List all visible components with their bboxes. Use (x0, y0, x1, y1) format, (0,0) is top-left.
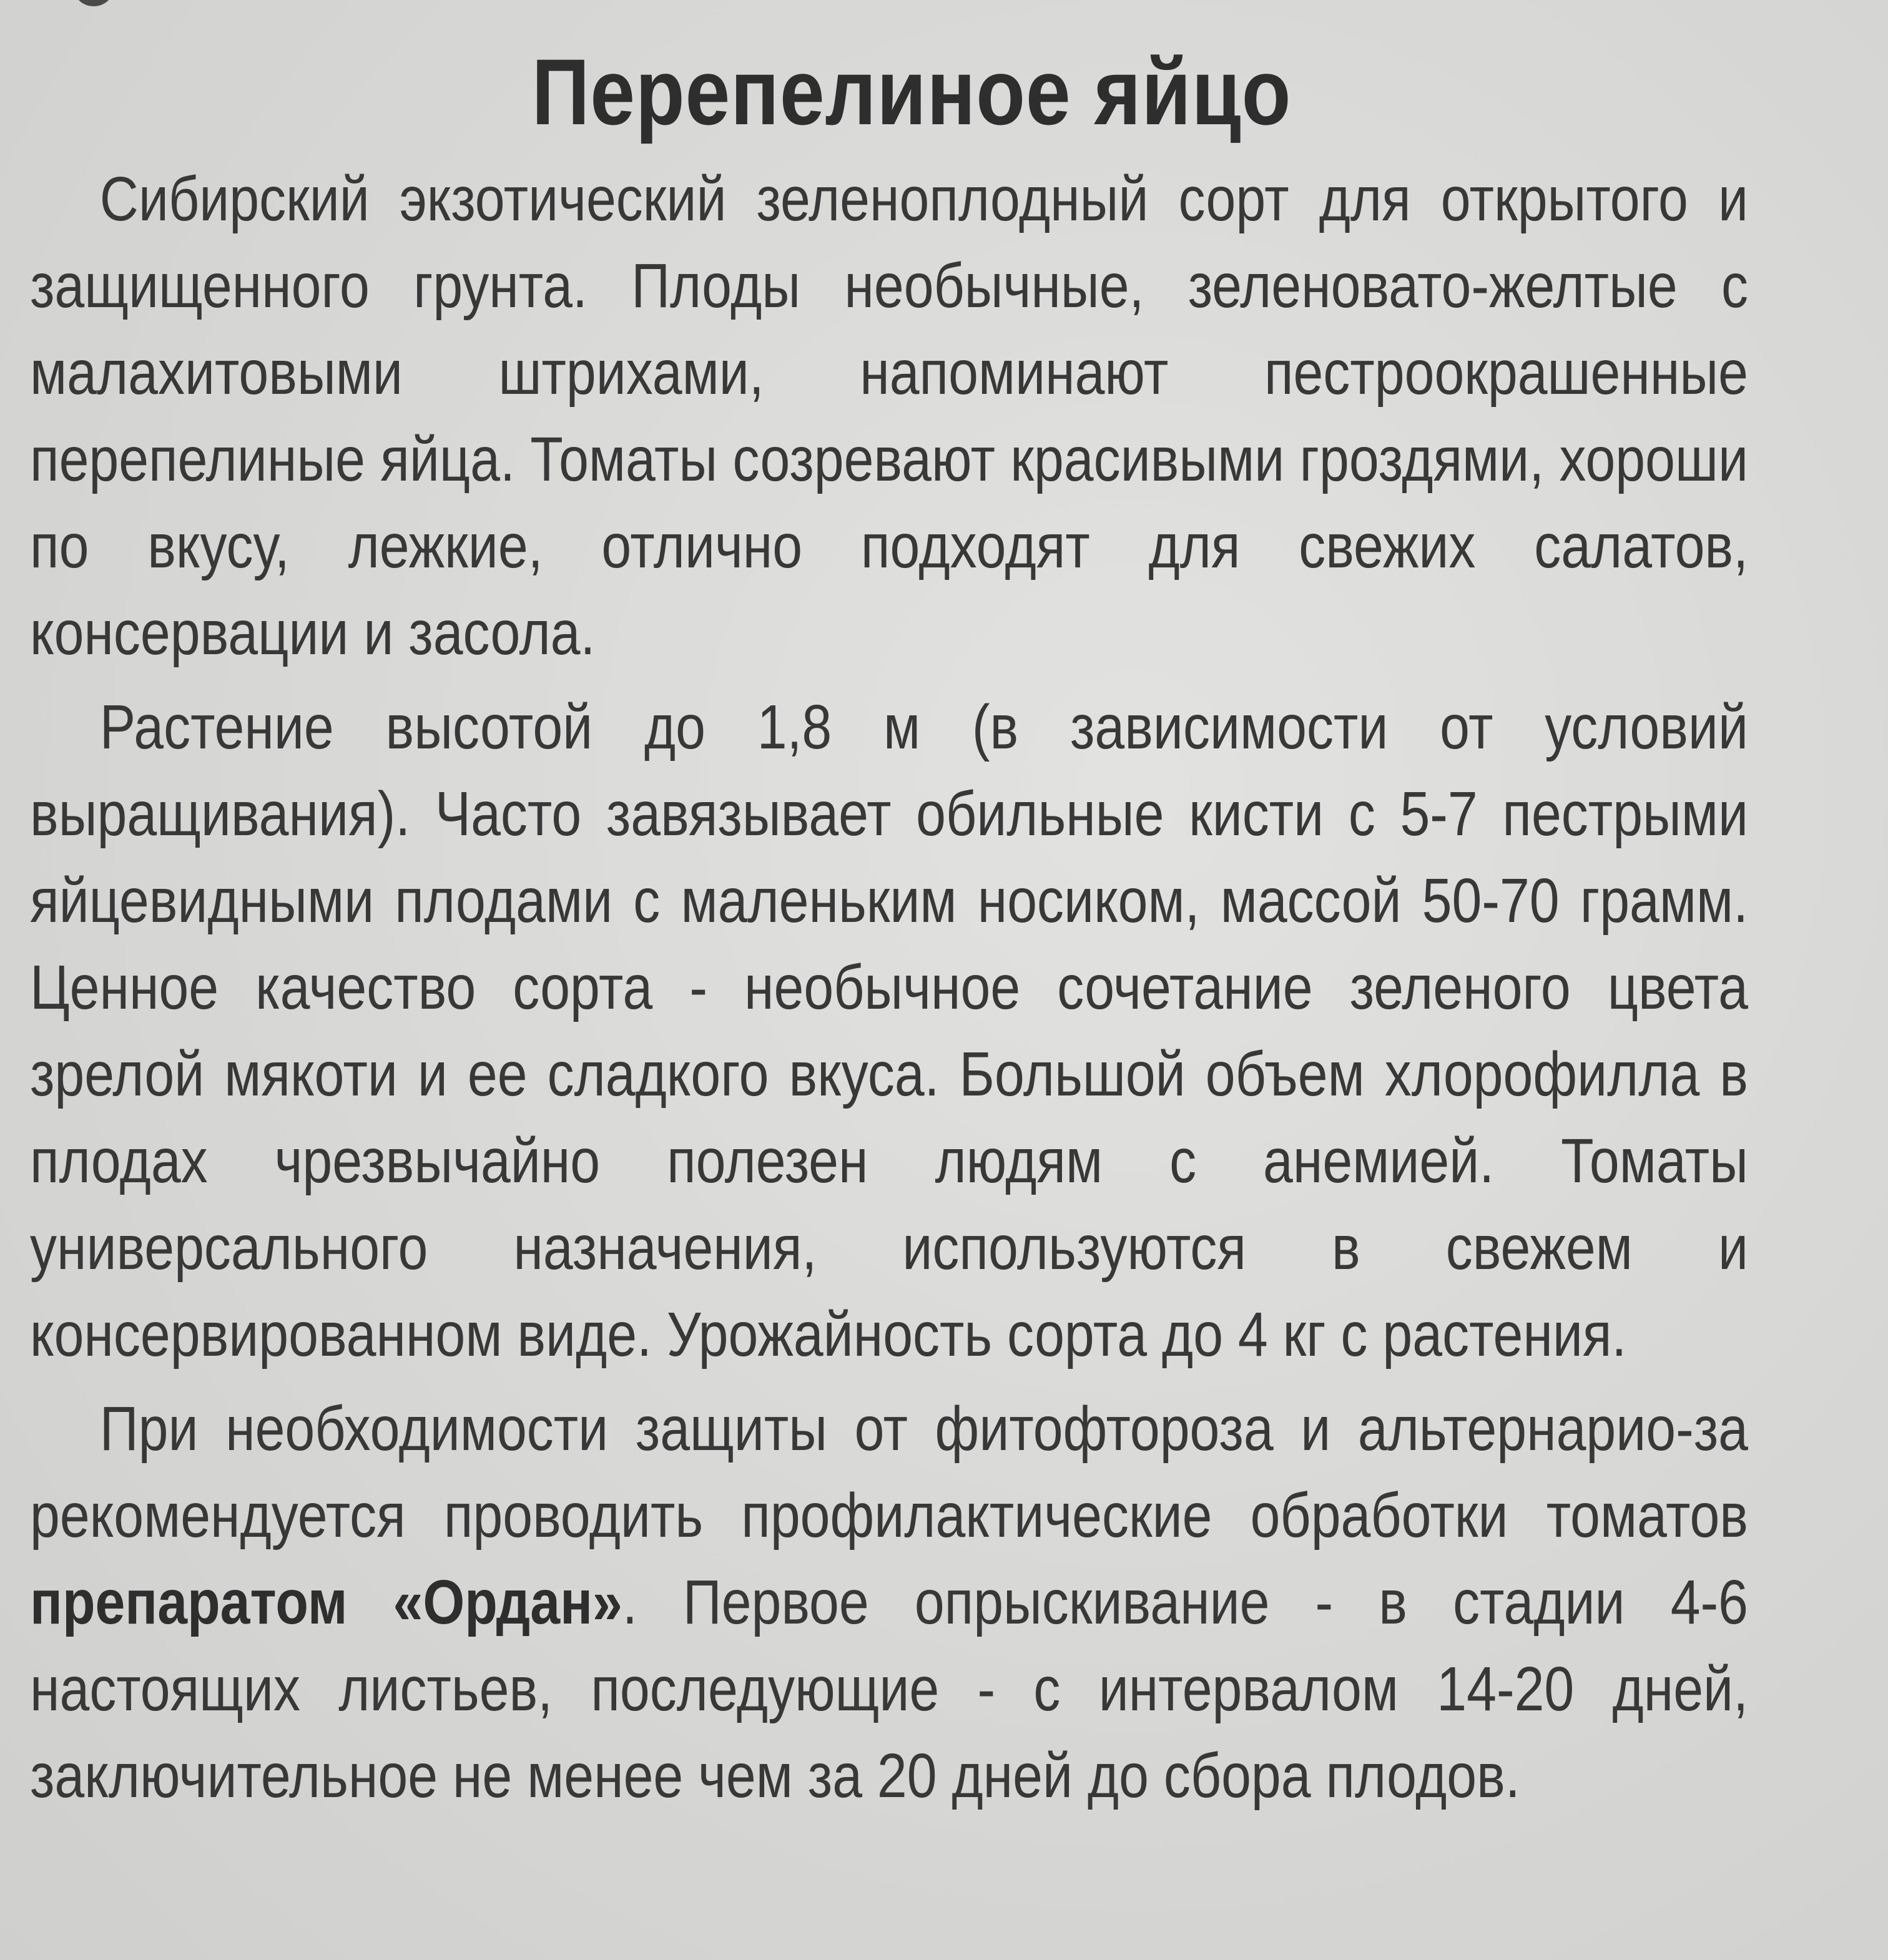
description-body (30, 156, 1748, 1827)
paragraph-plant-characteristics: Растение высотой до 1,8 м (в зависимости от условий выращивания). Часто завязывает обильные кисти с 5-7 пестрыми яйцевидными плодами с маленьким носиком, массой 50-70 грамм. Ценное качество сорта - необычное сочетание зеленого цвета зрелой мякоти и ее сладкого вкуса. Большой объем хлорофилла в плодах чрезвычайно полезен людям с анемией. Томаты универсального назначения, используются в свежем и консервированном виде. Урожайность сорта до 4 кг с растения. (30, 692, 1748, 1370)
protection-text-start: При необходимости защиты от фитофтороза и альтернарио-за рекомендуется проводить профилактические обработки томатов (30, 1394, 1748, 1551)
variety-title: Перепелиное яйцо (531, 39, 1292, 144)
paragraph-fruit-description: Сибирский экзотический зеленоплодный сорт для открытого и защищенного грунта. Плоды необычные, зеленовато-желтые с малахитовыми штрихами, напоминают пестроокрашенные перепелиные яйца. Томаты созревают красивыми гроздями, хороши по вкусу, лежкие, отлично подходят для свежих салатов, консервации и засола. (30, 164, 1748, 668)
corner-logo-fragment (75, 0, 112, 6)
product-name-bold: препаратом «Ордан» (30, 1567, 622, 1637)
paragraph-protection-advice (30, 1386, 1748, 1820)
protection-text-end: . Первое опрыскивание - в стадии 4-6 настоящих листьев, последующие - с интервалом 14-20 дней, заключительное не менее чем за 20 дней до сбора плодов. (30, 1567, 1749, 1811)
